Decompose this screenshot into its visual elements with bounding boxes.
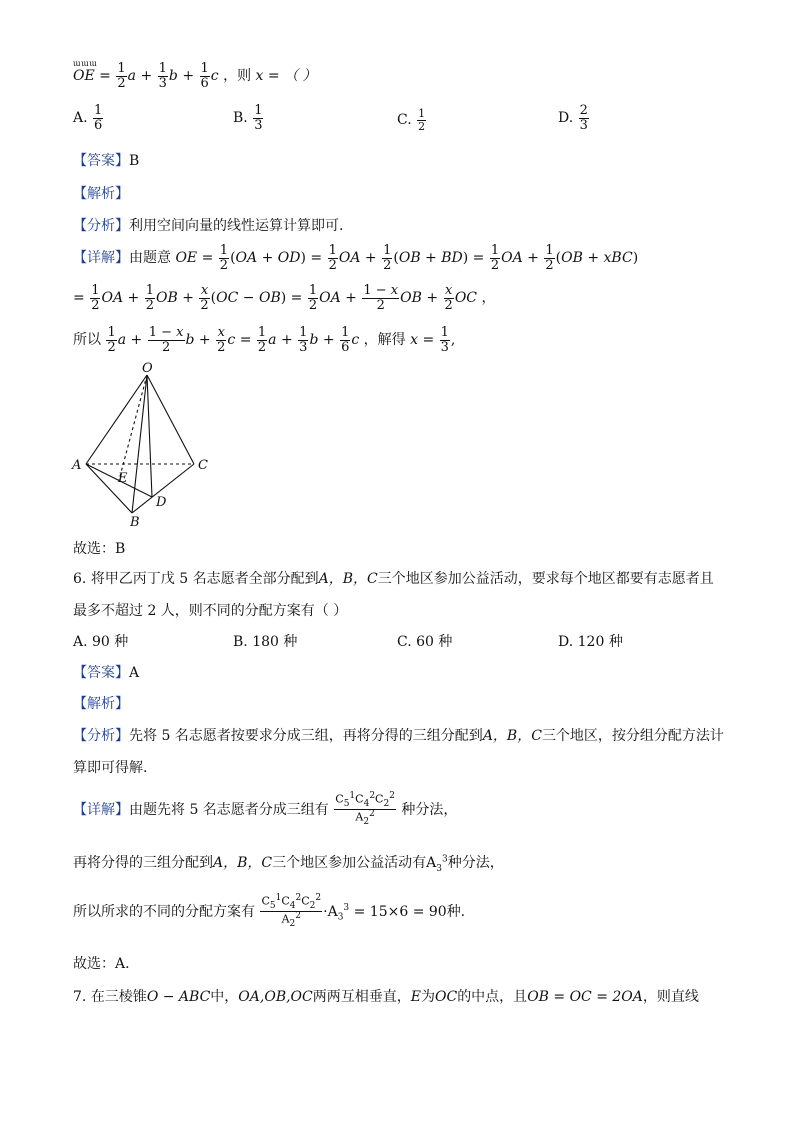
q6-fenxi-line2: 算即可得解. [73,760,148,776]
q6-stem-line1: 6. 将甲乙丙丁戊 5 名志愿者全部分配到A，B，C三个地区参加公益活动，要求每个地区都要有志愿者且 [73,571,714,587]
q5-option-b: B. $\frac{1}{3}$ [233,103,263,133]
q5-xiangjie-line1: 【详解】由题意 OE = $\frac{1}{2}$ (OA + OD) = $\frac{1}{2}$ OA + $\frac{1}{2}$ (OB + BD) = $\frac{1}{2}$ OA + $\frac{1}{2}$ (OB + xBC) [73,243,639,273]
edge-OC [147,375,194,464]
q6-xiangjie-line2: 再将分得的三组分配到A，B，C三个地区参加公益活动有$A_3^3$种分法， [73,854,504,874]
q5-stem-tail: ，则 [223,68,252,85]
q6-option-c: C. 60 种 [397,634,453,650]
q5-answer: 【答案】B [73,153,140,169]
q6-option-a: A. 90 种 [73,634,129,650]
q6-xiangjie-line3: 所以所求的不同的分配方案有 $\frac{C_5^1C_4^2C_2^2}{A_2^2}$ $\cdot A_3^3 = 15\times 6 = 90$种. [73,893,466,930]
q5-option-a: A. $\frac{1}{6}$ [73,103,103,133]
q5-option-c: C. $\frac{1}{2}$ [397,107,426,133]
q5-conclusion: 故选：B [73,541,126,557]
point-A: A [72,458,82,473]
point-O: O [142,361,153,376]
point-D: D [156,495,167,510]
q5-xiangjie-line2: = $\frac{1}{2}$ OA + $\frac{1}{2}$ OB + $\frac{x}{2}$ (OC − OB) = $\frac{1}{2}$ OA + $\frac{1 - x}{2}$ OB + $\frac{x}{2}$ OC ， [73,283,496,313]
point-E: E [118,471,128,486]
q5-stem-line: OE ɯ ɯ ɯ = $\frac{1}{2}$ a + $\frac{1}{3}$ b + $\frac{1}{6}$ c ，则 x = （ ） [73,59,317,91]
edge-OB [132,375,147,513]
q6-option-b: B. 180 种 [233,634,298,650]
point-B: B [130,515,140,530]
q6-conclusion: 故选：A. [73,956,130,972]
q6-fenxi-line1: 【分析】先将 5 名志愿者按要求分成三组，再将分得的三组分配到A，B，C三个地区，按分组分配方法计 [73,728,724,744]
edge-OA [86,375,147,464]
q6-analysis-label: 【解析】 [73,696,129,712]
q6-stem-line2: 最多不超过 2 人，则不同的分配方案有（ ） [73,603,348,619]
point-C: C [198,458,208,473]
q5-xiangjie-line3: 所以 $\frac{1}{2}$ a + $\frac{1 - x}{2}$ b + $\frac{x}{2}$ c = $\frac{1}{2}$ a + $\frac{1}{3}$ b + $\frac{1}{6}$ c ，解得 x = $\frac{1}{3}$ , [73,325,456,355]
q6-xiangjie-line1: 【详解】由题先将 5 名志愿者分成三组有 $\frac{C_5^1C_4^2C_2^2}{A_2^2}$ 种分法， [73,791,458,828]
edge-OD [147,375,152,497]
q5-x-eq: x = （ ） [255,68,317,85]
q5-fenxi: 【分析】利用空间向量的线性运算计算即可. [73,218,344,234]
q6-option-d: D. 120 种 [558,634,623,650]
tetrahedron-figure [70,360,220,530]
q6-answer: 【答案】A [73,665,140,681]
q7-stem: 7. 在三棱锥O − ABC中，OA,OB,OC两两互相垂直，E为OC的中点，且OB = OC = 2OA，则直线 [73,989,699,1005]
q5-option-d: D. $\frac{2}{3}$ [558,103,588,133]
q5-analysis-label: 【解析】 [73,186,129,202]
